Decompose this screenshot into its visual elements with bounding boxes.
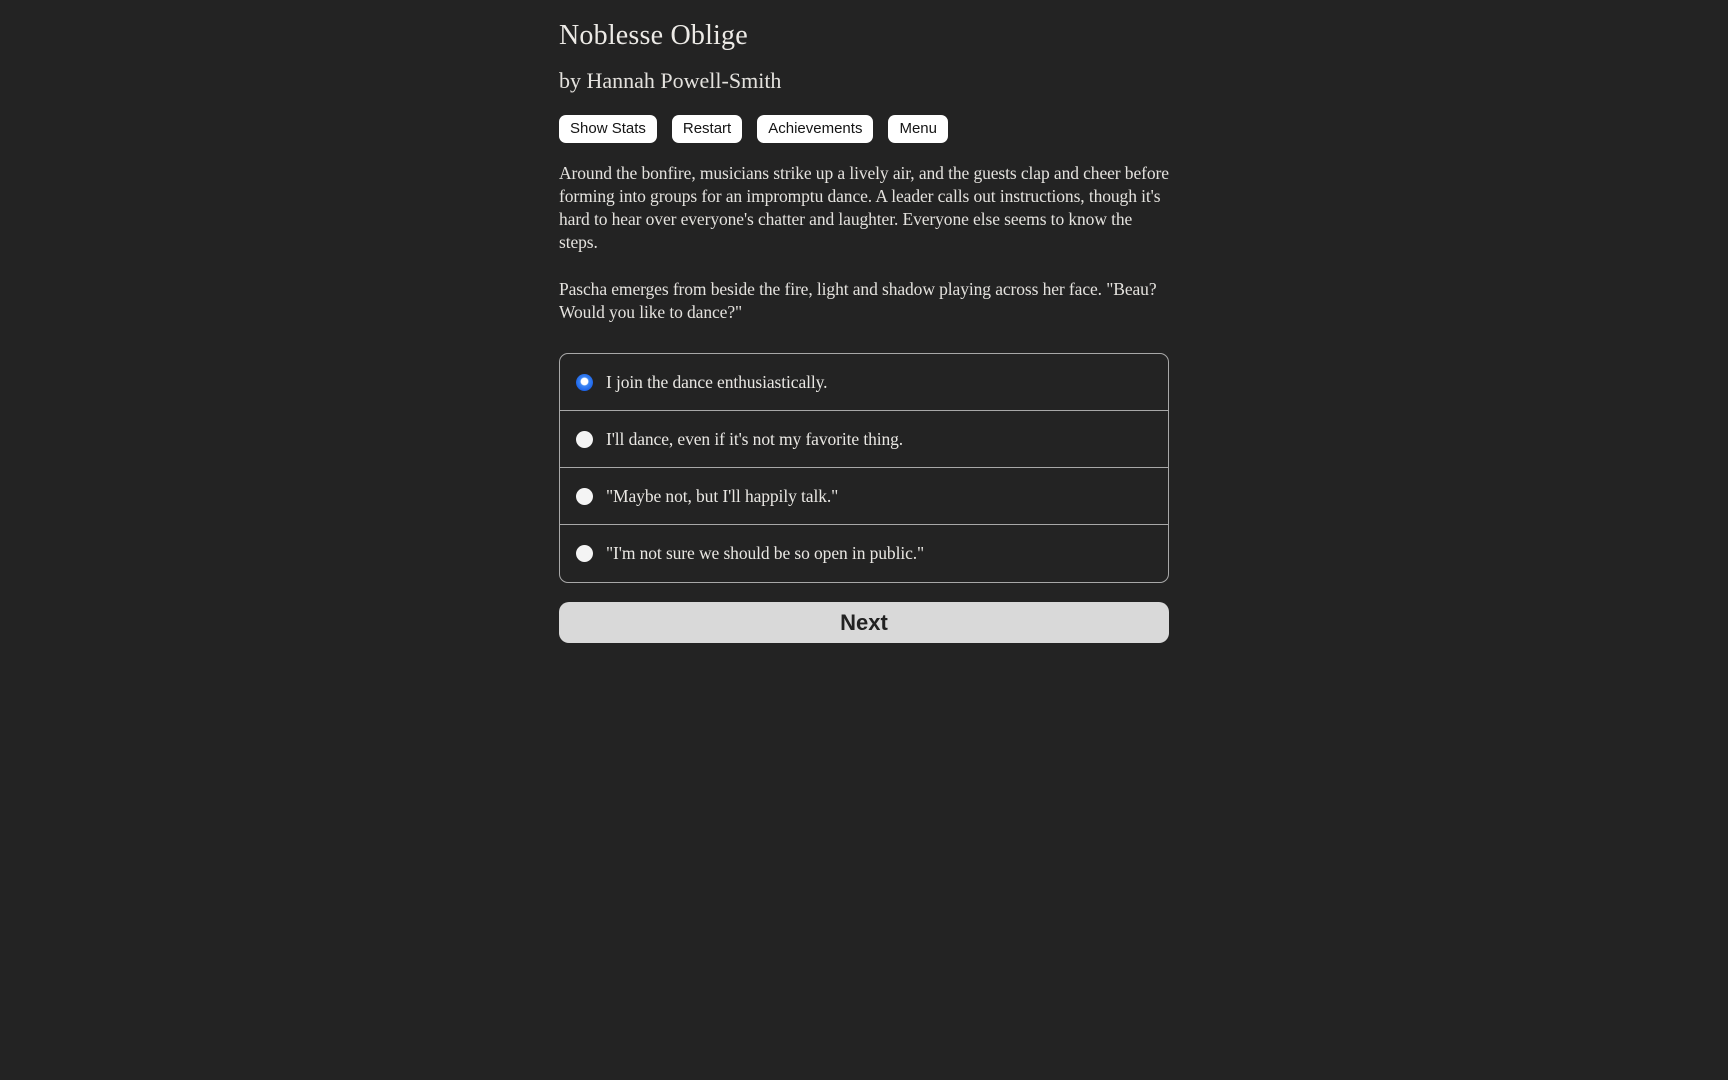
radio-button-icon[interactable] (576, 488, 593, 505)
restart-button[interactable]: Restart (672, 115, 742, 143)
story-content (559, 20, 1169, 643)
story-text (559, 162, 1169, 324)
next-button[interactable]: Next (559, 602, 1169, 643)
choice-label: I join the dance enthusiastically. (606, 371, 828, 392)
radio-button-icon[interactable] (576, 374, 593, 391)
author-byline: by Hannah Powell-Smith (559, 68, 782, 93)
toolbar (559, 115, 1169, 143)
story-paragraph: Pascha emerges from beside the fire, light and shadow playing across her face. "Beau? Would you like to dance?" (559, 279, 1157, 322)
menu-button[interactable]: Menu (888, 115, 948, 143)
achievements-button[interactable]: Achievements (757, 115, 873, 143)
show-stats-button[interactable]: Show Stats (559, 115, 657, 143)
story-paragraph: Around the bonfire, musicians strike up a lively air, and the guests clap and cheer before forming into groups for an impromptu dance. A leader calls out instructions, though it's hard to hear over everyone's chatter and laughter. Everyone else seems to know the steps. (559, 163, 1169, 252)
choice-label: I'll dance, even if it's not my favorite thing. (606, 428, 904, 449)
page-title: Noblesse Oblige (559, 20, 748, 51)
choice-option[interactable] (560, 525, 1168, 582)
choice-label: "I'm not sure we should be so open in public." (606, 543, 925, 563)
choice-option[interactable] (560, 354, 1168, 411)
choice-label: "Maybe not, but I'll happily talk." (606, 485, 839, 506)
choice-option[interactable] (560, 468, 1168, 525)
radio-button-icon[interactable] (576, 545, 593, 562)
choice-option[interactable] (560, 411, 1168, 468)
radio-button-icon[interactable] (576, 431, 593, 448)
choices-group (559, 353, 1169, 583)
